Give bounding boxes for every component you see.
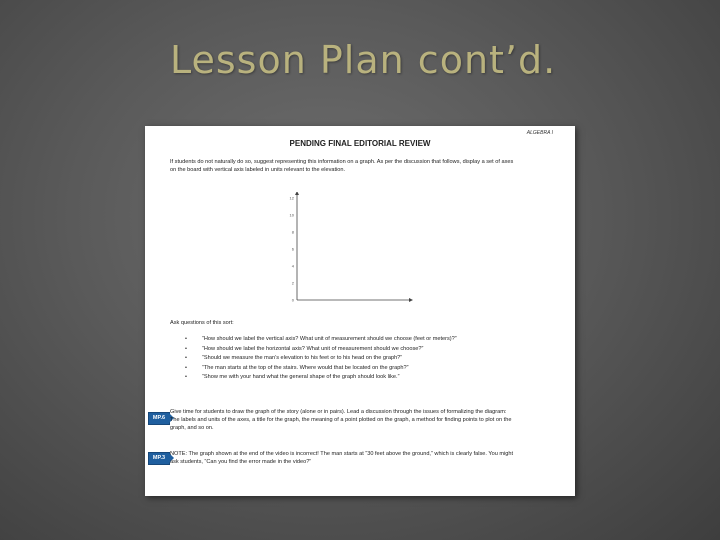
list-item bbox=[185, 345, 457, 353]
y-tick-label: 8 bbox=[291, 229, 294, 235]
question-text: “Show me with your hand what the general shape of the graph should look like.” bbox=[202, 374, 400, 381]
bullet-icon: • bbox=[185, 364, 187, 371]
question-list bbox=[185, 335, 457, 383]
slide-title: Lesson Plan cont’d. bbox=[170, 38, 557, 82]
y-tick-label: 10 bbox=[289, 212, 294, 218]
y-tick-label: 4 bbox=[291, 263, 294, 269]
intro-paragraph: If students do not naturally do so, suggest representing this information on a graph. As per the discussion that follows, display a set of axes on the board with vertical axis labeled in units relevant to the elevation. bbox=[170, 159, 514, 173]
mp3-badge: MP.3 bbox=[148, 452, 170, 465]
blank-axes-graph bbox=[285, 192, 425, 304]
mp6-badge: MP.6 bbox=[148, 412, 170, 425]
document-heading: PENDING FINAL EDITORIAL REVIEW bbox=[289, 139, 431, 148]
bullet-icon: • bbox=[185, 355, 187, 362]
list-item bbox=[185, 364, 457, 372]
question-text: “The man starts at the top of the stairs. Where would that be located on the graph?” bbox=[202, 364, 409, 371]
document-page bbox=[145, 126, 575, 496]
question-text: “How should we label the horizontal axis? What unit of measurement should we choose?” bbox=[202, 345, 424, 352]
question-text: “Should we measure the man’s elevation to his feet or to his head on the graph?” bbox=[202, 355, 403, 362]
list-item bbox=[185, 354, 457, 362]
list-item bbox=[185, 373, 457, 381]
y-tick-label: 2 bbox=[291, 280, 294, 286]
y-tick-label: 12 bbox=[289, 195, 294, 201]
course-label: ALGEBRA I bbox=[526, 130, 553, 136]
mp3-paragraph: NOTE: The graph shown at the end of the video is incorrect! The man starts at “30 feet above the ground,” which is clearly false. You might ask students, “Can you find the error made in the video?” bbox=[170, 451, 514, 465]
bullet-icon: • bbox=[185, 345, 187, 352]
horizontal-axis-arrow bbox=[409, 298, 413, 302]
vertical-axis-arrow bbox=[295, 192, 299, 195]
y-tick-label: 0 bbox=[291, 297, 294, 303]
y-tick-label: 6 bbox=[291, 246, 294, 252]
mp6-paragraph: Give time for students to draw the graph of the story (alone or in pairs). Lead a discussion through the issues of formalizing the diagram: The labels and units of the axes, a title for the graph, the meaning of a point plotted on the graph, a method for finding points to plot on the graph, and so on. bbox=[170, 409, 512, 431]
y-tick-labels bbox=[290, 196, 295, 303]
ask-heading: Ask questions of this sort: bbox=[170, 320, 234, 326]
bullet-icon: • bbox=[185, 374, 187, 381]
question-text: “How should we label the vertical axis? What unit of measurement should we choose (feet or meters)?” bbox=[202, 336, 457, 342]
list-item bbox=[185, 335, 457, 343]
bullet-icon: • bbox=[185, 336, 187, 342]
